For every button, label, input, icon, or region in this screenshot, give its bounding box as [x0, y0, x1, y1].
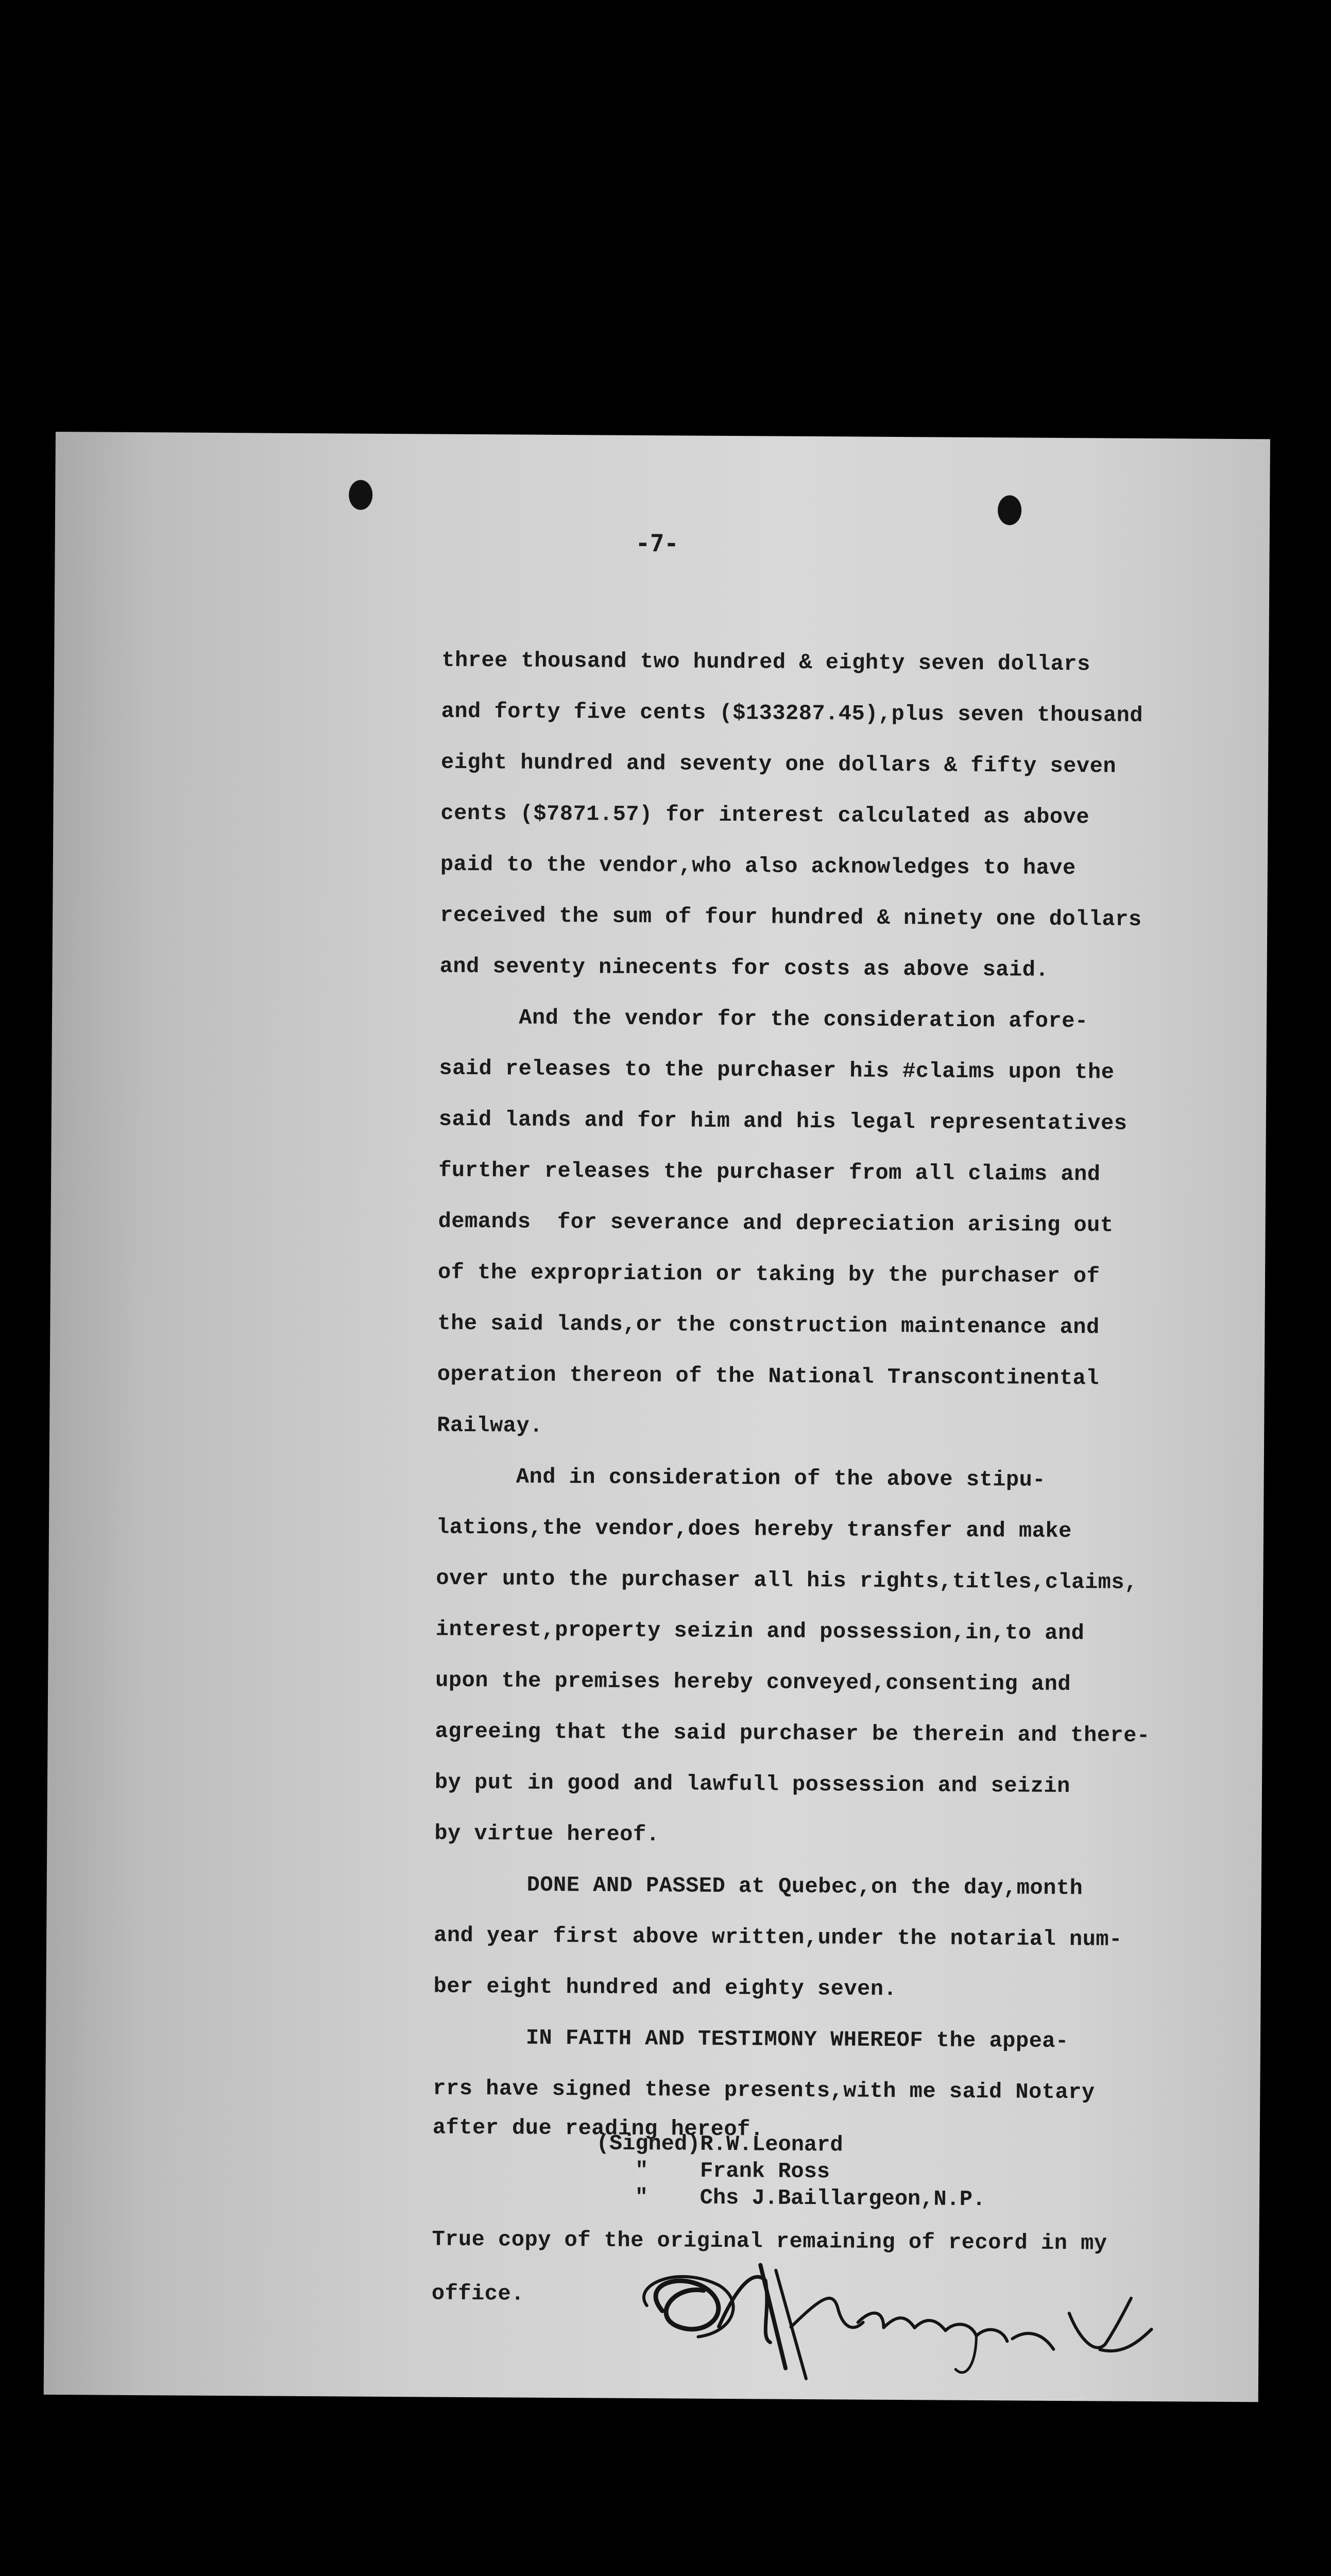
handwritten-signature — [616, 2249, 1209, 2392]
text-line: agreeing that the said purchaser be therein and there- — [435, 1719, 1150, 1749]
text-line: eight hundred and seventy one dollars & fifty seven — [440, 750, 1117, 779]
text-line: Railway. — [437, 1413, 543, 1438]
text-line: and forty five cents ($133287.45),plus seven thousand — [441, 699, 1144, 728]
text-line: said lands and for him and his legal representatives — [438, 1107, 1128, 1136]
signatory-ross: " Frank Ross — [596, 2158, 830, 2184]
text-line: received the sum of four hundred & ninety one dollars — [440, 903, 1142, 932]
text-line: rrs have signed these presents,with me said Notary — [433, 2076, 1095, 2105]
text-line: paid to the vendor,who also acknowledges to have — [440, 852, 1076, 881]
text-line: ber eight hundred and eighty seven. — [433, 1974, 897, 2002]
document-page — [44, 432, 1270, 2402]
text-line: IN FAITH AND TESTIMONY WHEREOF the appea- — [433, 2025, 1069, 2054]
text-line: after due reading hereof. — [432, 2115, 764, 2142]
text-line: cents ($7871.57) for interest calculated as above — [440, 801, 1090, 830]
text-line: by put in good and lawfull possession and seizin — [434, 1770, 1070, 1799]
text-line: And the vendor for the consideration afore- — [439, 1005, 1088, 1034]
document-body — [433, 635, 1256, 2146]
text-line: the said lands,or the construction maintenance and — [437, 1311, 1100, 1340]
certification-line: True copy of the original remaining of record in my — [432, 2227, 1107, 2256]
text-line: demands for severance and depreciation arising out — [438, 1209, 1114, 1238]
punch-hole-right — [998, 495, 1021, 525]
text-line: by virtue hereof. — [434, 1821, 660, 1848]
text-line: over unto the purchaser all his rights,titles,claims, — [436, 1566, 1138, 1595]
text-line: said releases to the purchaser his #claims upon the — [439, 1056, 1115, 1085]
text-line: operation thereon of the National Transcontinental — [437, 1362, 1100, 1391]
punch-hole-left — [349, 480, 372, 510]
text-line: of the expropriation or taking by the purchaser of — [437, 1260, 1100, 1289]
text-line: interest,property seizin and possession,in,to and — [435, 1617, 1085, 1646]
text-line: three thousand two hundred & eighty seven dollars — [441, 648, 1090, 677]
page-number: -7- — [635, 529, 679, 557]
signatory-leonard: (Signed)R.W.Leonard — [596, 2131, 843, 2158]
text-line: upon the premises hereby conveyed,consenting and — [435, 1668, 1071, 1697]
text-line: further releases the purchaser from all claims and — [438, 1158, 1101, 1187]
signatory-baillargeon: " Chs J.Baillargeon,N.P. — [595, 2184, 986, 2212]
text-line: lations,the vendor,does hereby transfer and make — [436, 1515, 1072, 1544]
text-line: DONE AND PASSED at Quebec,on the day,month — [434, 1872, 1083, 1901]
text-line: And in consideration of the above stipu- — [436, 1464, 1046, 1493]
certification-line: office. — [431, 2281, 525, 2307]
text-line: and year first above written,under the notarial num- — [434, 1923, 1122, 1952]
signature-block — [596, 2130, 986, 2213]
text-line: and seventy ninecents for costs as above said. — [439, 954, 1049, 982]
